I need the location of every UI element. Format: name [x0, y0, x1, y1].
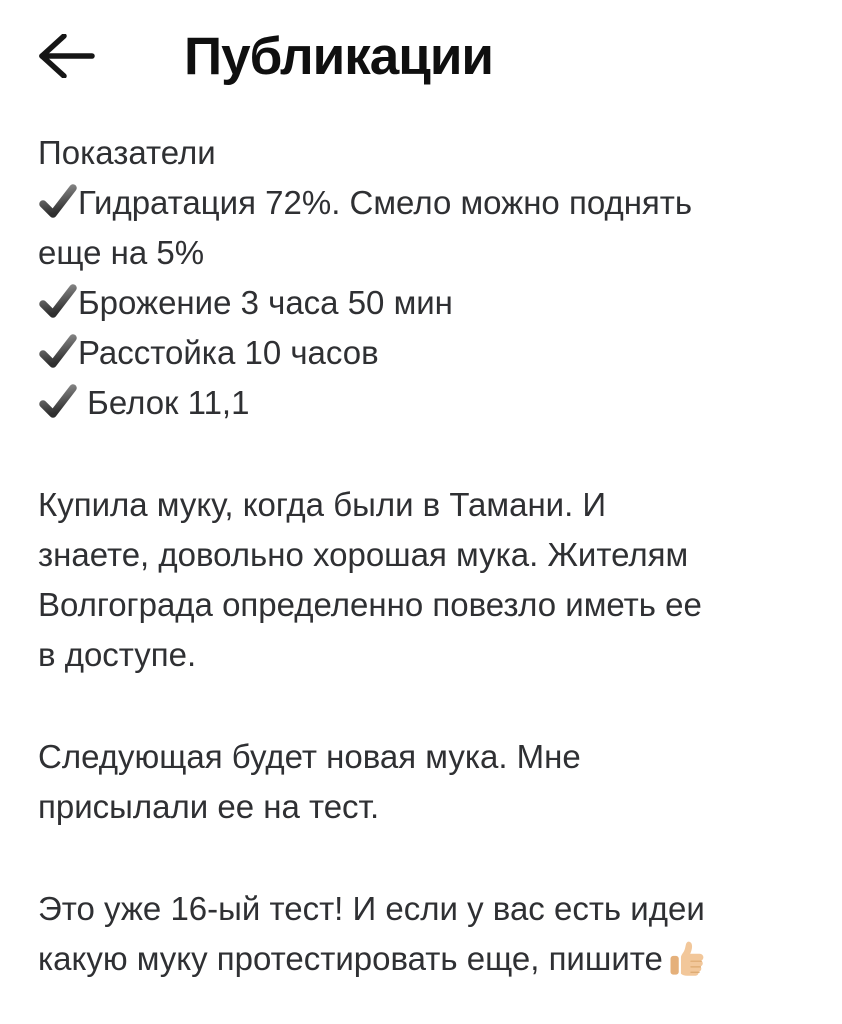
post-text-line: Волгограда определенно повезло иметь ее	[38, 586, 702, 623]
thumbs-up-icon	[665, 935, 709, 979]
checklist-item-text: Брожение 3 часа 50 мин	[78, 284, 453, 321]
check-mark-icon	[38, 281, 78, 321]
checklist-item-text: Расстойка 10 часов	[78, 334, 379, 371]
paragraph	[38, 884, 814, 984]
post-text-line: присылали ее на тест.	[38, 788, 380, 825]
checklist-item-text: Гидратация 72%. Смело можно поднять	[78, 184, 693, 221]
post-text-line: в доступе.	[38, 636, 197, 673]
checklist-item	[38, 278, 814, 328]
post-text-line: Следующая будет новая мука. Мне	[38, 738, 581, 775]
checklist-item	[38, 378, 814, 428]
check-mark-icon	[38, 381, 78, 421]
paragraph	[38, 732, 814, 832]
post-text-line: Показатели	[38, 134, 216, 171]
post-text-line: Купила муку, когда были в Тамани. И	[38, 486, 607, 523]
back-button[interactable]	[38, 27, 96, 85]
post-text-line	[38, 934, 814, 984]
paragraph	[38, 480, 814, 680]
post-content	[38, 128, 814, 984]
post-text-line-text: какую муку протестировать еще, пишите	[38, 940, 663, 977]
indicators-block	[38, 128, 814, 428]
checklist-item	[38, 328, 814, 378]
post-text-line: знаете, довольно хорошая мука. Жителям	[38, 536, 689, 573]
header	[38, 20, 814, 92]
page-title: Публикации	[184, 26, 493, 86]
checklist-item	[38, 178, 814, 228]
checklist-item-text: Белок 11,1	[78, 384, 250, 421]
check-mark-icon	[38, 181, 78, 221]
checklist-item-wrap: еще на 5%	[38, 234, 205, 271]
post-text-line: Это уже 16-ый тест! И если у вас есть идеи	[38, 890, 705, 927]
check-mark-icon	[38, 331, 78, 371]
back-arrow-icon	[38, 34, 96, 78]
